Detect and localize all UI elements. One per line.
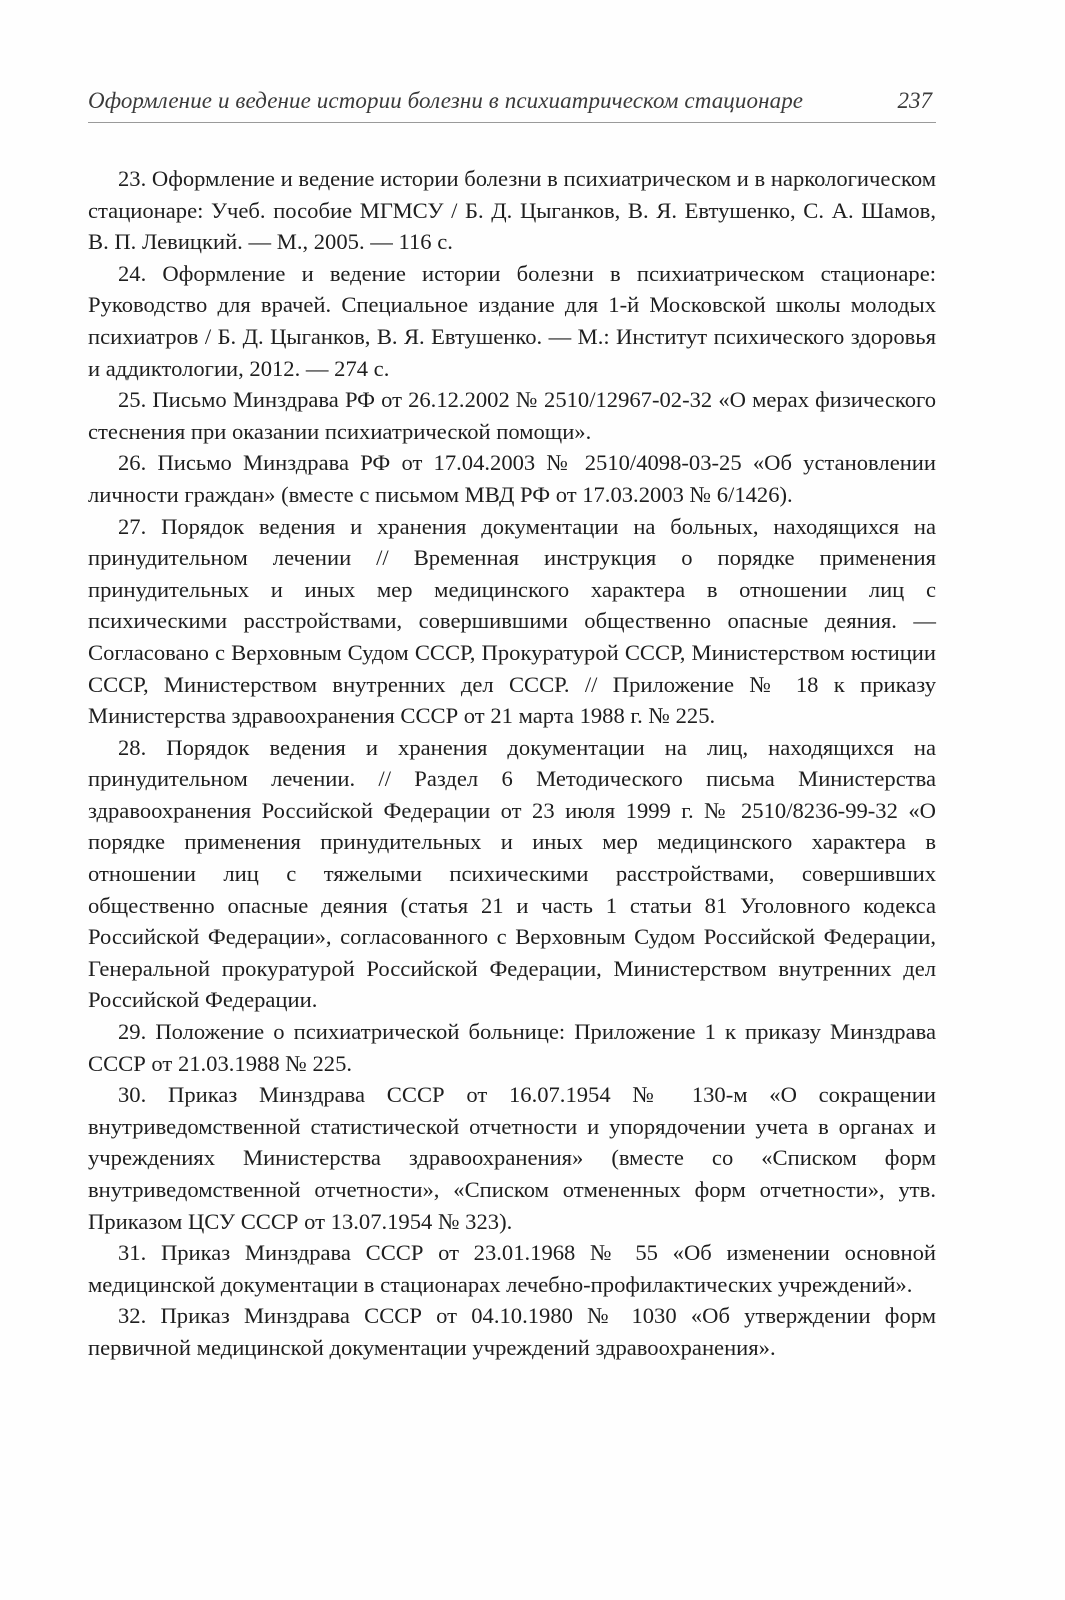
reference-item-28: 28. Порядок ведения и хранения документации на лиц, находящихся на принудительном лечении. // Раздел 6 Методического письма Министерства здравоохранения Российской Федерации от 23 июля 1999 г. № 2510/8236-99-32 «О порядке применения принудительных и иных мер медицинского характера в отношении лиц с тяжелыми психическими расстройствами, совершивших общественно опасные деяния (статья 21 и часть 1 статьи 81 Уголовного кодекса Российской Федерации», согласованного с Верховным Судом Российской Федерации, Генеральной прокуратурой Российской Федерации, Министерством внутренних дел Российской Федерации. bbox=[88, 734, 936, 1013]
reference-item-27: 27. Порядок ведения и хранения документации на больных, находящихся на принудительном лечении // Временная инструкция о порядке применения принудительных и иных мер медицинского характера в отношении лиц с психическими расстройствами, совершившими общественно опасные деяния. — Согласовано с Верховным Судом СССР, Прокуратурой СССР, Министерством юстиции СССР, Министерством внутренних дел СССР. // Приложение № 18 к приказу Министерства здравоохранения СССР от 21 марта 1988 г. № 225. bbox=[88, 513, 936, 729]
reference-item-29: 29. Положение о психиатрической больнице: Приложение 1 к приказу Минздрава СССР от 21.03.1988 № 225. bbox=[88, 1019, 936, 1076]
running-header bbox=[88, 86, 936, 123]
reference-item-32: 32. Приказ Минздрава СССР от 04.10.1980 № 1030 «Об утверждении форм первичной медицинской документации учреждений здравоохранения». bbox=[88, 1303, 936, 1360]
reference-item-26: 26. Письмо Минздрава РФ от 17.04.2003 № 2510/4098-03-25 «Об установлении личности граждан» (вместе с письмом МВД РФ от 17.03.2003 № 6/1426). bbox=[88, 450, 936, 507]
running-title: Оформление и ведение истории болезни в психиатрическом стационаре bbox=[88, 88, 804, 113]
reference-list bbox=[88, 163, 936, 1364]
reference-item-23: 23. Оформление и ведение истории болезни в психиатрическом и в наркологическом стационаре: Учеб. пособие МГМСУ / Б. Д. Цыганков, В. Я. Евтушенко, С. А. Шамов, В. П. Левицкий. — М., 2005. — 116 с. bbox=[88, 166, 936, 255]
reference-item-30: 30. Приказ Минздрава СССР от 16.07.1954 № 130-м «О сокращении внутриведомственной статистической отчетности и упорядочении учета в органах и учреждениях Министерства здравоохранения» (вместе со «Списком форм внутриведомственной отчетности», «Списком отмененных форм отчетности», утв. Приказом ЦСУ СССР от 13.07.1954 № 323). bbox=[88, 1082, 936, 1234]
reference-item-31: 31. Приказ Минздрава СССР от 23.01.1968 № 55 «Об изменении основной медицинской документации в стационарах лечебно-профилактических учреждений». bbox=[88, 1240, 936, 1297]
page-number: 237 bbox=[897, 88, 932, 113]
reference-item-24: 24. Оформление и ведение истории болезни в психиатрическом стационаре: Руководство для врачей. Специальное издание для 1-й Московской школы молодых психиатров / Б. Д. Цыганков, В. Я. Евтушенко. — М.: Институт психического здоровья и аддиктологии, 2012. — 274 с. bbox=[88, 260, 936, 381]
reference-item-25: 25. Письмо Минздрава РФ от 26.12.2002 № 2510/12967-02-32 «О мерах физического стеснения при оказании психиатрической помощи». bbox=[88, 387, 936, 444]
